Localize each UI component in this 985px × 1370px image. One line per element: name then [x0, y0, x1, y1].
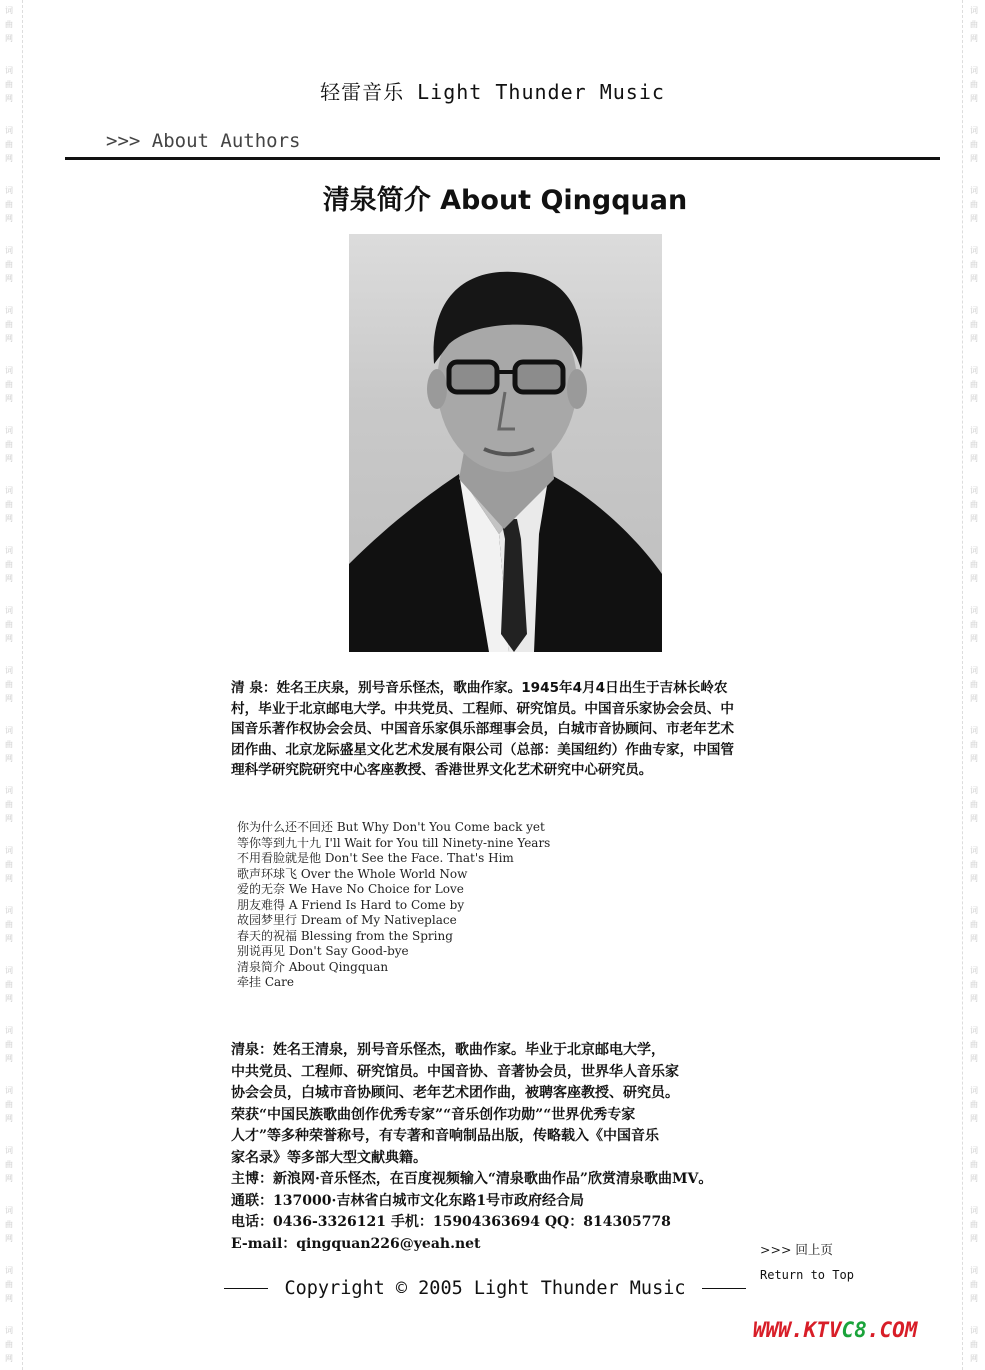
side-watermark: 词 曲 网	[5, 126, 13, 163]
back-link[interactable]: >>> 回上页	[760, 1242, 833, 1257]
song-link[interactable]: 你为什么还不回还 But Why Don't You Come back yet	[237, 820, 545, 834]
song-link[interactable]: 牵挂 Care	[237, 975, 294, 989]
side-watermark: 词 曲 网	[970, 666, 978, 703]
side-watermark: 词 曲 网	[970, 906, 978, 943]
site-header-title: 轻雷音乐 Light Thunder Music	[320, 80, 665, 104]
song-link[interactable]: 别说再见 Don't Say Good-bye	[237, 944, 409, 958]
side-watermark: 词 曲 网	[970, 606, 978, 643]
bio-line: 荣获“中国民族歌曲创作优秀专家”“音乐创作功勋”“世界优秀专家	[231, 1106, 636, 1123]
side-watermark: 词 曲 网	[5, 1266, 13, 1303]
author-bio-short: 清 泉：姓名王庆泉，别号音乐怪杰，歌曲作家。1945年4月4日出生于吉林长岭农村，毕业于北京邮电大学。中共党员、工程师、研究馆员。中国音乐家协会会员、中国音乐著作权协会会员、中国音乐家俱乐部理事会员，白城市音协顾问、市老年艺术团作曲、北京龙际盛星文化艺术发展有限公司（总部：美国纽约）作曲专家，中国管理科学研究院研究中心客座教授、香港世界文化艺术研究中心研究员。	[231, 680, 734, 779]
side-watermark: 词 曲 网	[970, 1326, 978, 1363]
author-portrait	[349, 234, 662, 652]
page-title: 清泉简介 About Qingquan	[322, 185, 688, 216]
author-bio-long	[231, 1040, 771, 1255]
side-watermark: 词 曲 网	[5, 1026, 13, 1063]
side-watermark: 词 曲 网	[5, 6, 13, 43]
song-link[interactable]: 歌声环球飞 Over the Whole World Now	[237, 866, 468, 881]
side-watermark: 词 曲 网	[5, 366, 13, 403]
side-watermark: 词 曲 网	[970, 426, 978, 463]
song-link[interactable]: 不用看脸就是他 Don't See the Face. That's Him	[237, 851, 514, 865]
side-watermark: 词 曲 网	[5, 546, 13, 583]
song-link[interactable]: 等你等到九十九 I'll Wait for You till Ninety-nine Years	[237, 835, 551, 850]
side-watermark: 词 曲 网	[970, 66, 978, 103]
side-watermark: 词 曲 网	[5, 966, 13, 1003]
copyright-text: Copyright © 2005 Light Thunder Music	[284, 1278, 686, 1299]
header-divider	[65, 157, 940, 160]
side-watermark: 词 曲 网	[5, 666, 13, 703]
side-watermark: 词 曲 网	[5, 246, 13, 283]
site-watermark-logo: WWW.KTVC8.COM	[753, 1318, 918, 1342]
contact-email[interactable]: E-mail：qingquan226@yeah.net	[231, 1235, 481, 1252]
song-link[interactable]: 朋友难得 A Friend Is Hard to Come by	[237, 897, 465, 912]
bio-line: 中共党员、工程师、研究馆员。中国音协、音著协会员，世界华人音乐家	[231, 1063, 679, 1080]
footer	[224, 1278, 746, 1299]
side-watermark: 词 曲 网	[970, 486, 978, 523]
side-watermark: 词 曲 网	[5, 66, 13, 103]
song-link[interactable]: 清泉简介 About Qingquan	[237, 959, 389, 974]
side-watermark: 词 曲 网	[970, 1206, 978, 1243]
bio-line: 主博：新浪网·音乐怪杰，在百度视频输入“清泉歌曲作品”欣赏清泉歌曲MV。	[231, 1171, 713, 1187]
song-list	[237, 820, 550, 991]
side-watermark: 词 曲 网	[970, 966, 978, 1003]
bio-line: 清泉：姓名王清泉，别号音乐怪杰，歌曲作家。毕业于北京邮电大学，	[231, 1042, 665, 1058]
bio-line: 协会会员，白城市音协顾问、老年艺术团作曲，被聘客座教授、研究员。	[231, 1085, 679, 1101]
side-watermark: 词 曲 网	[5, 1326, 13, 1363]
side-watermark: 词 曲 网	[970, 1146, 978, 1183]
bio-line: 通联：137000·吉林省白城市文化东路1号市政府经合局	[231, 1192, 585, 1209]
footer-rule-left	[224, 1288, 268, 1289]
side-watermark: 词 曲 网	[970, 786, 978, 823]
footer-rule-right	[702, 1288, 746, 1289]
side-watermark: 词 曲 网	[5, 846, 13, 883]
side-watermark: 词 曲 网	[5, 426, 13, 463]
portrait-photo	[349, 234, 662, 652]
return-to-top-link[interactable]: Return to Top	[760, 1268, 854, 1282]
bio-line: 人才”等多种荣誉称号，有专著和音响制品出版，传略载入《中国音乐	[231, 1128, 660, 1144]
side-watermark: 词 曲 网	[5, 1206, 13, 1243]
side-watermark: 词 曲 网	[970, 726, 978, 763]
side-watermark: 词 曲 网	[970, 1086, 978, 1123]
side-watermark: 词 曲 网	[5, 906, 13, 943]
side-watermark: 词 曲 网	[5, 306, 13, 343]
section-breadcrumb[interactable]: >>> About Authors	[106, 130, 301, 152]
song-link[interactable]: 爱的无奈 We Have No Choice for Love	[237, 882, 464, 896]
side-watermark: 词 曲 网	[970, 246, 978, 283]
contact-phone: 电话：0436-3326121 手机：15904363694 QQ：814305778	[231, 1214, 671, 1230]
bio-line: 家名录》等多部大型文献典籍。	[231, 1149, 427, 1166]
side-watermark: 词 曲 网	[970, 186, 978, 223]
side-watermark: 词 曲 网	[970, 6, 978, 43]
song-link[interactable]: 故园梦里行 Dream of My Nativeplace	[237, 913, 457, 927]
song-link[interactable]: 春天的祝福 Blessing from the Spring	[237, 928, 453, 943]
side-watermark: 词 曲 网	[970, 546, 978, 583]
side-watermark: 词 曲 网	[5, 726, 13, 763]
side-watermark: 词 曲 网	[5, 486, 13, 523]
side-watermark: 词 曲 网	[970, 126, 978, 163]
side-watermark: 词 曲 网	[5, 606, 13, 643]
side-watermark: 词 曲 网	[5, 186, 13, 223]
side-watermark: 词 曲 网	[5, 1146, 13, 1183]
side-watermark: 词 曲 网	[970, 366, 978, 403]
side-watermark: 词 曲 网	[970, 1026, 978, 1063]
side-watermark: 词 曲 网	[970, 306, 978, 343]
side-watermark: 词 曲 网	[970, 846, 978, 883]
side-watermark: 词 曲 网	[970, 1266, 978, 1303]
side-watermark: 词 曲 网	[5, 1086, 13, 1123]
side-watermark: 词 曲 网	[5, 786, 13, 823]
